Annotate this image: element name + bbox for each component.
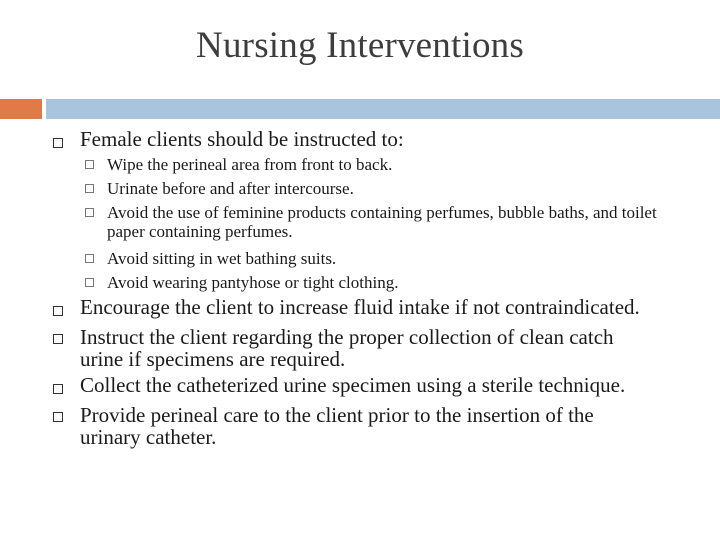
bullet-item: Instruct the client regarding the proper collection of clean catch urine if specimens are required. [80,325,614,371]
sub-bullet-item: Avoid sitting in wet bathing suits. [107,249,337,268]
square-bullet-icon [53,384,63,394]
sub-bullet-item: Avoid wearing pantyhose or tight clothing. [107,273,399,292]
sub-bullet-item: Urinate before and after intercourse. [107,179,354,198]
bullet-item: Encourage the client to increase fluid intake if not contraindicated. [80,295,640,319]
sub-bullet-icon [85,160,94,169]
square-bullet-icon [53,306,63,316]
slide-title: Nursing Interventions [196,25,524,66]
square-bullet-icon [53,334,63,344]
bullet-item: Provide perineal care to the client prior to the insertion of the urinary catheter. [80,403,594,449]
square-bullet-icon [53,412,63,422]
sub-bullet-icon [85,254,94,263]
sub-bullet-item: Wipe the perineal area from front to back. [107,155,393,174]
bullet-item: Female clients should be instructed to: [80,127,404,151]
sub-bullet-item: Avoid the use of feminine products containing perfumes, bubble baths, and toilet paper containing perfumes. [107,203,657,241]
sub-bullet-icon [85,278,94,287]
sub-bullet-icon [85,184,94,193]
bullet-item: Collect the catheterized urine specimen using a sterile technique. [80,373,626,397]
square-bullet-icon [53,138,63,148]
sub-bullet-icon [85,208,94,217]
